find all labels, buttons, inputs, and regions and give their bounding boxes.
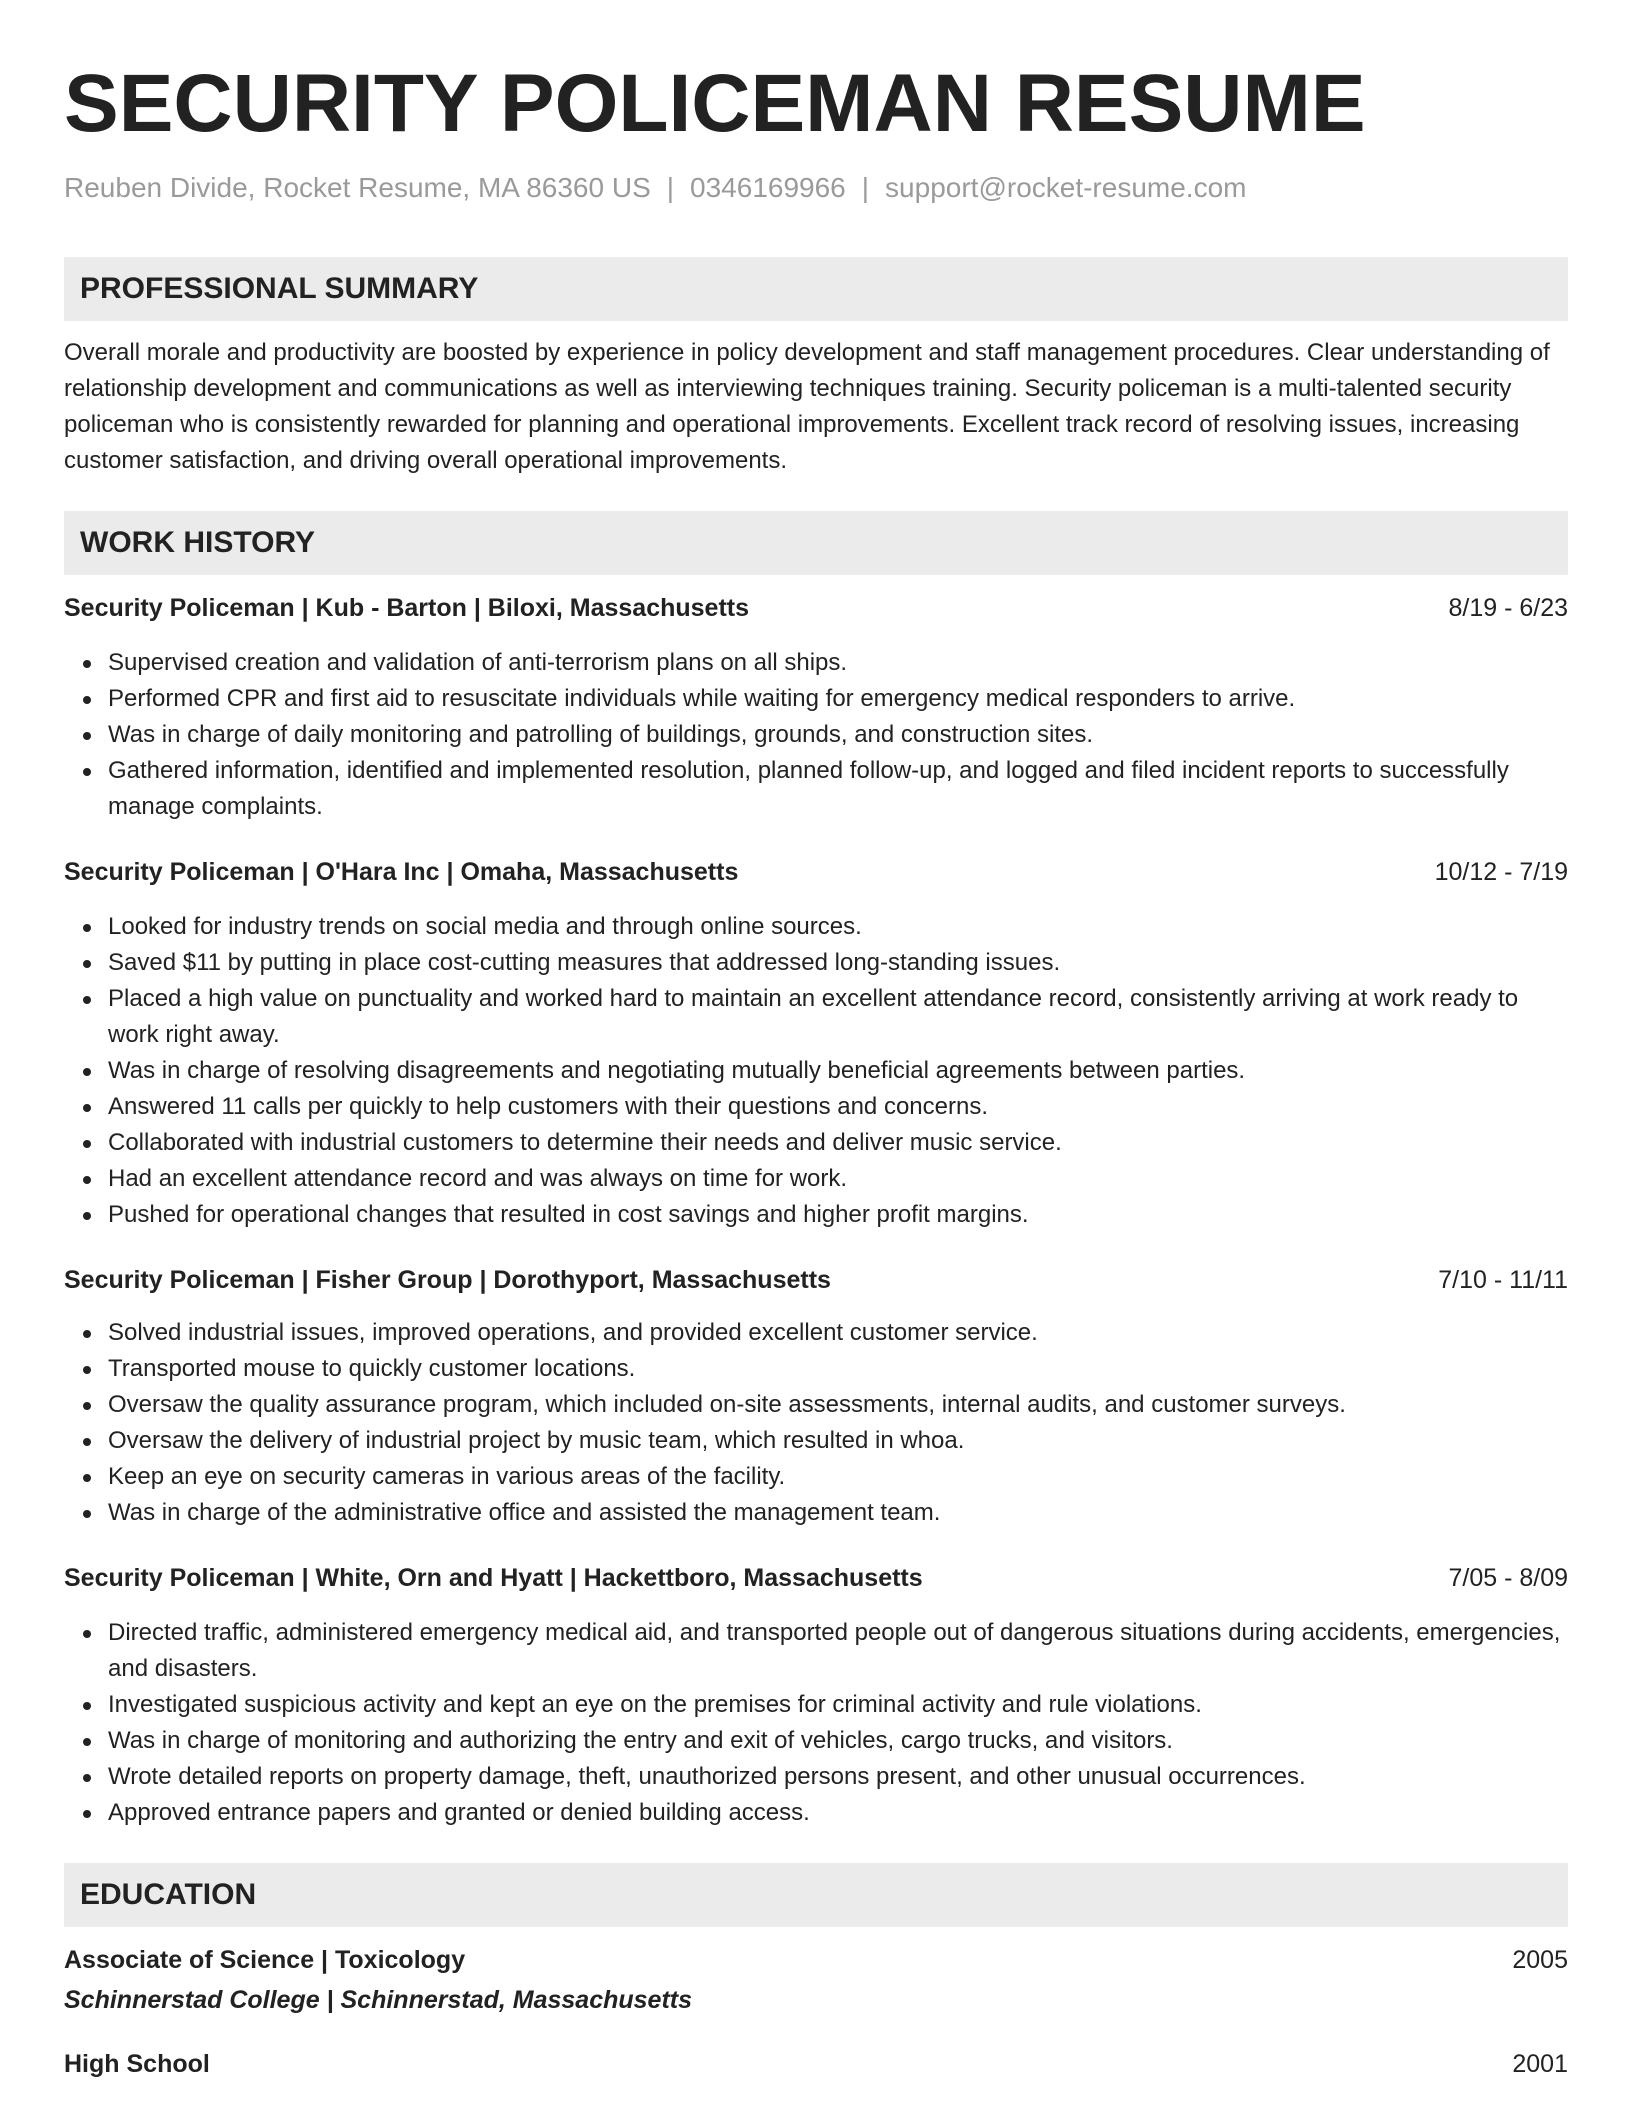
resume-title: SECURITY POLICEMAN RESUME xyxy=(64,58,1366,149)
section-header-education: EDUCATION xyxy=(64,1863,1568,1927)
job-bullet: Performed CPR and first aid to resuscitate individuals while waiting for emergency medical responders to arrive. xyxy=(108,681,1568,717)
job-dates: 8/19 - 6/23 xyxy=(1448,594,1568,622)
job-header xyxy=(64,1561,1568,1595)
job-header xyxy=(64,1263,1568,1297)
contact-separator: | xyxy=(861,172,870,203)
job-title: Security Policeman | Fisher Group | Dorothyport, Massachusetts xyxy=(64,1266,831,1294)
job-dates: 7/05 - 8/09 xyxy=(1448,1564,1568,1592)
job-bullet: Solved industrial issues, improved operations, and provided excellent customer service. xyxy=(108,1315,1568,1351)
job-bullet: Had an excellent attendance record and was always on time for work. xyxy=(108,1161,1568,1197)
contact-phone: 0346169966 xyxy=(690,172,846,203)
job-bullet: Pushed for operational changes that resulted in cost savings and higher profit margins. xyxy=(108,1197,1568,1233)
job-bullet: Investigated suspicious activity and kept an eye on the premises for criminal activity and rule violations. xyxy=(108,1687,1568,1723)
job-dates: 7/10 - 11/11 xyxy=(1438,1266,1568,1294)
job-bullet: Placed a high value on punctuality and worked hard to maintain an excellent attendance record, consistently arriving at work ready to work right away. xyxy=(108,981,1568,1053)
job-entry xyxy=(64,855,1568,1233)
job-entry xyxy=(64,1561,1568,1831)
education-year: 2005 xyxy=(1512,1946,1568,1974)
section-header-summary: PROFESSIONAL SUMMARY xyxy=(64,257,1568,321)
job-title: Security Policeman | White, Orn and Hyatt | Hackettboro, Massachusetts xyxy=(64,1564,923,1592)
education-degree: High School xyxy=(64,2050,210,2078)
job-bullets xyxy=(64,1315,1568,1531)
job-entry xyxy=(64,591,1568,825)
job-bullet: Directed traffic, administered emergency medical aid, and transported people out of dangerous situations during accidents, emergencies, and disasters. xyxy=(108,1615,1568,1687)
section-header-work: WORK HISTORY xyxy=(64,511,1568,575)
education-degree: Associate of Science | Toxicology xyxy=(64,1946,466,1974)
education-school: Schinnerstad College | Schinnerstad, Massachusetts xyxy=(64,1986,693,2014)
job-title: Security Policeman | O'Hara Inc | Omaha, Massachusetts xyxy=(64,858,739,886)
job-bullet: Was in charge of monitoring and authorizing the entry and exit of vehicles, cargo trucks, and visitors. xyxy=(108,1723,1568,1759)
job-bullet: Was in charge of resolving disagreements and negotiating mutually beneficial agreements between parties. xyxy=(108,1053,1568,1089)
job-bullet: Supervised creation and validation of anti-terrorism plans on all ships. xyxy=(108,645,1568,681)
job-bullet: Was in charge of the administrative office and assisted the management team. xyxy=(108,1495,1568,1531)
education-year: 2001 xyxy=(1512,2050,1568,2078)
contact-email: support@rocket-resume.com xyxy=(885,172,1247,203)
job-bullet: Was in charge of daily monitoring and patrolling of buildings, grounds, and construction sites. xyxy=(108,717,1568,753)
job-header xyxy=(64,855,1568,889)
summary-text: Overall morale and productivity are boosted by experience in policy development and staff management procedures. Clear understanding of relationship development and communications as well as interviewing techniques training. Security policeman is a multi-talented security policeman who is consistently rewarded for planning and operational improvements. Excellent track record of resolving issues, increasing customer satisfaction, and driving overall operational improvements. xyxy=(64,339,1550,474)
education-header xyxy=(64,2047,1568,2081)
education-entry xyxy=(64,1943,1568,2017)
job-bullets xyxy=(64,909,1568,1233)
education-entry xyxy=(64,2047,1568,2081)
job-bullet: Wrote detailed reports on property damage, theft, unauthorized persons present, and other unusual occurrences. xyxy=(108,1759,1568,1795)
job-bullets xyxy=(64,1615,1568,1831)
job-title: Security Policeman | Kub - Barton | Biloxi, Massachusetts xyxy=(64,594,749,622)
contact-address: Reuben Divide, Rocket Resume, MA 86360 US xyxy=(64,172,651,203)
job-bullets xyxy=(64,645,1568,825)
job-bullet: Collaborated with industrial customers to determine their needs and deliver music service. xyxy=(108,1125,1568,1161)
job-entry xyxy=(64,1263,1568,1531)
resume-page xyxy=(64,0,1568,2081)
job-bullet: Looked for industry trends on social media and through online sources. xyxy=(108,909,1568,945)
job-bullet: Oversaw the delivery of industrial project by music team, which resulted in whoa. xyxy=(108,1423,1568,1459)
contact-line xyxy=(64,171,1568,205)
job-bullet: Keep an eye on security cameras in various areas of the facility. xyxy=(108,1459,1568,1495)
job-bullet: Answered 11 calls per quickly to help customers with their questions and concerns. xyxy=(108,1089,1568,1125)
contact-separator: | xyxy=(666,172,675,203)
job-bullet: Oversaw the quality assurance program, which included on-site assessments, internal audits, and customer surveys. xyxy=(108,1387,1568,1423)
job-bullet: Transported mouse to quickly customer locations. xyxy=(108,1351,1568,1387)
education-header xyxy=(64,1943,1568,1977)
job-bullet: Saved $11 by putting in place cost-cutting measures that addressed long-standing issues. xyxy=(108,945,1568,981)
job-dates: 10/12 - 7/19 xyxy=(1434,858,1568,886)
job-bullet: Gathered information, identified and implemented resolution, planned follow-up, and logged and filed incident reports to successfully manage complaints. xyxy=(108,753,1568,825)
job-header xyxy=(64,591,1568,625)
job-bullet: Approved entrance papers and granted or denied building access. xyxy=(108,1795,1568,1831)
